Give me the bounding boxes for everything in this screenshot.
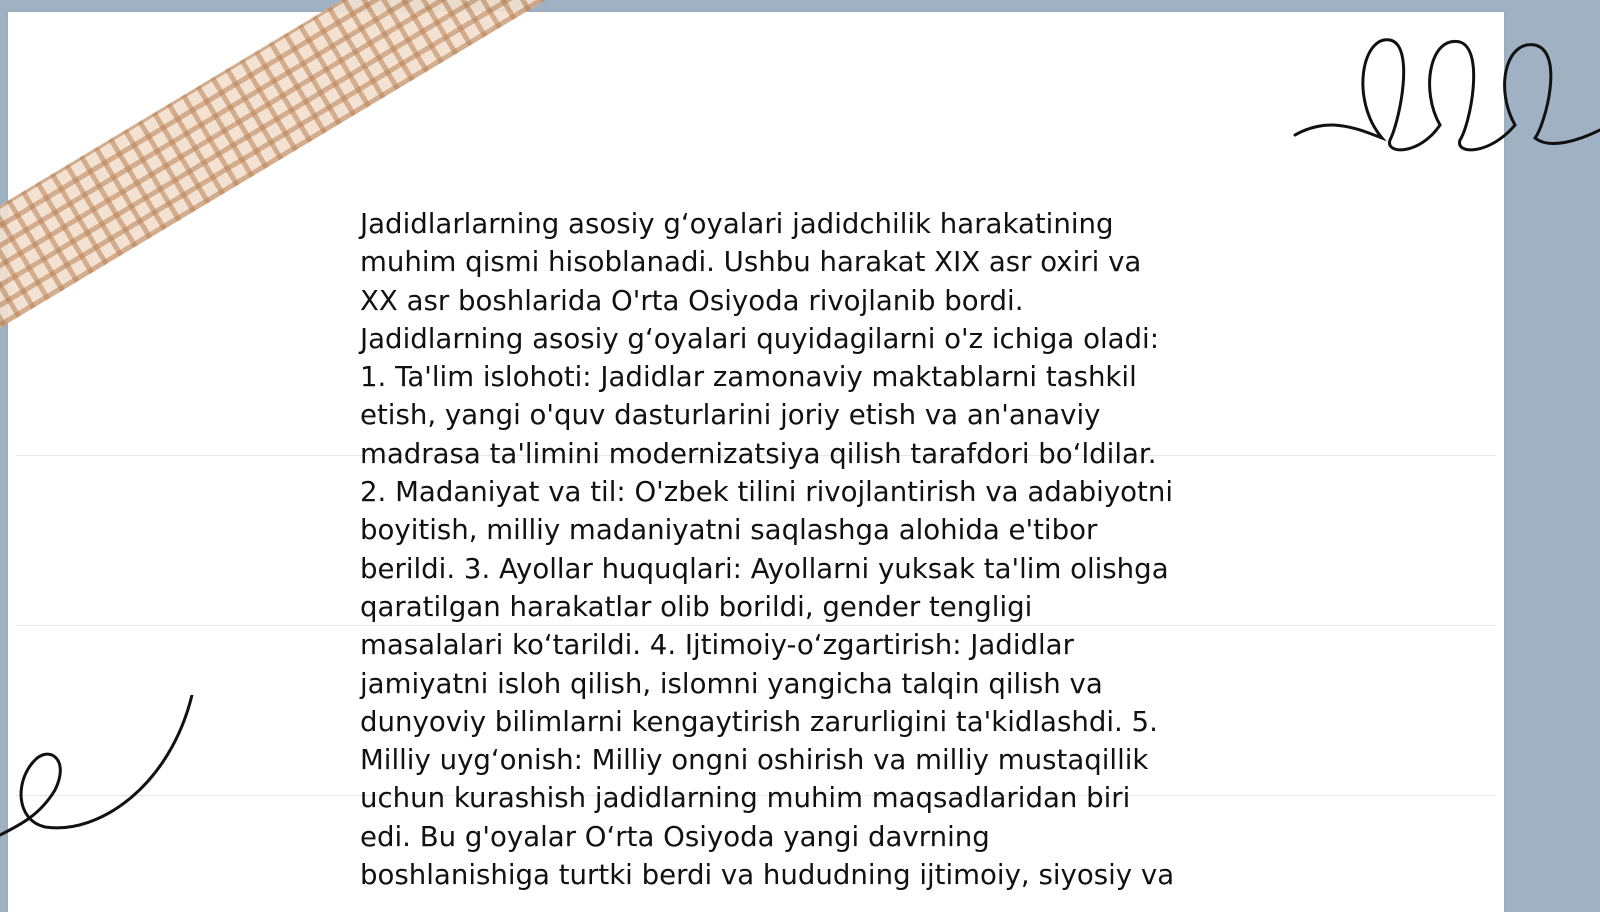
loops-doodle-icon bbox=[1290, 30, 1600, 170]
text-line: boyitish, milliy madaniyatni saqlashga alohida e'tibor bbox=[360, 513, 1098, 547]
text-line: XX asr boshlarida O'rta Osiyoda rivojlanib bordi. bbox=[360, 283, 1024, 317]
text-line: madrasa ta'limini modernizatsiya qilish tarafdori bo‘ldilar. bbox=[360, 436, 1157, 470]
text-line: Jadidlarlarning asosiy g‘oyalari jadidchilik harakatining bbox=[360, 207, 1114, 240]
text-line: muhim qismi hisoblanadi. Ushbu harakat XIX asr oxiri va bbox=[360, 245, 1142, 279]
text-line: jamiyatni isloh qilish, islomni yangicha talqin qilish va bbox=[360, 666, 1103, 700]
text-line: uchun kurashish jadidlarning muhim maqsadlaridan biri bbox=[360, 781, 1131, 815]
text-line: masalalari ko‘tarildi. 4. Ijtimoiy-o‘zgartirish: Jadidlar bbox=[360, 628, 1074, 662]
text-line: edi. Bu g'oyalar O‘rta Osiyoda yangi davrning bbox=[360, 819, 990, 853]
text-line: qaratilgan harakatlar olib borildi, gender tengligi bbox=[360, 589, 1033, 623]
text-line: Milliy uyg‘onish: Milliy ongni oshirish va milliy mustaqillik bbox=[360, 743, 1149, 777]
text-line: boshlanishiga turtki berdi va hududning ijtimoiy, siyosiy va bbox=[360, 858, 1175, 892]
text-line: etish, yangi o'quv dasturlarini joriy etish va an'anaviy bbox=[360, 398, 1101, 432]
text-line: berildi. 3. Ayollar huquqlari: Ayollarni yuksak ta'lim olishga bbox=[360, 551, 1169, 585]
text-line: 1. Ta'lim islohoti: Jadidlar zamonaviy maktablarni tashkil bbox=[360, 360, 1137, 394]
swirl-doodle-icon bbox=[0, 695, 210, 845]
document-body bbox=[360, 205, 1240, 894]
text-line: 2. Madaniyat va til: O'zbek tilini rivojlantirish va adabiyotni bbox=[360, 475, 1174, 509]
text-line: dunyoviy bilimlarni kengaytirish zarurligini ta'kidlashdi. 5. bbox=[360, 704, 1158, 738]
text-line: Jadidlarning asosiy g‘oyalari quyidagilarni o'z ichiga oladi: bbox=[360, 321, 1160, 355]
